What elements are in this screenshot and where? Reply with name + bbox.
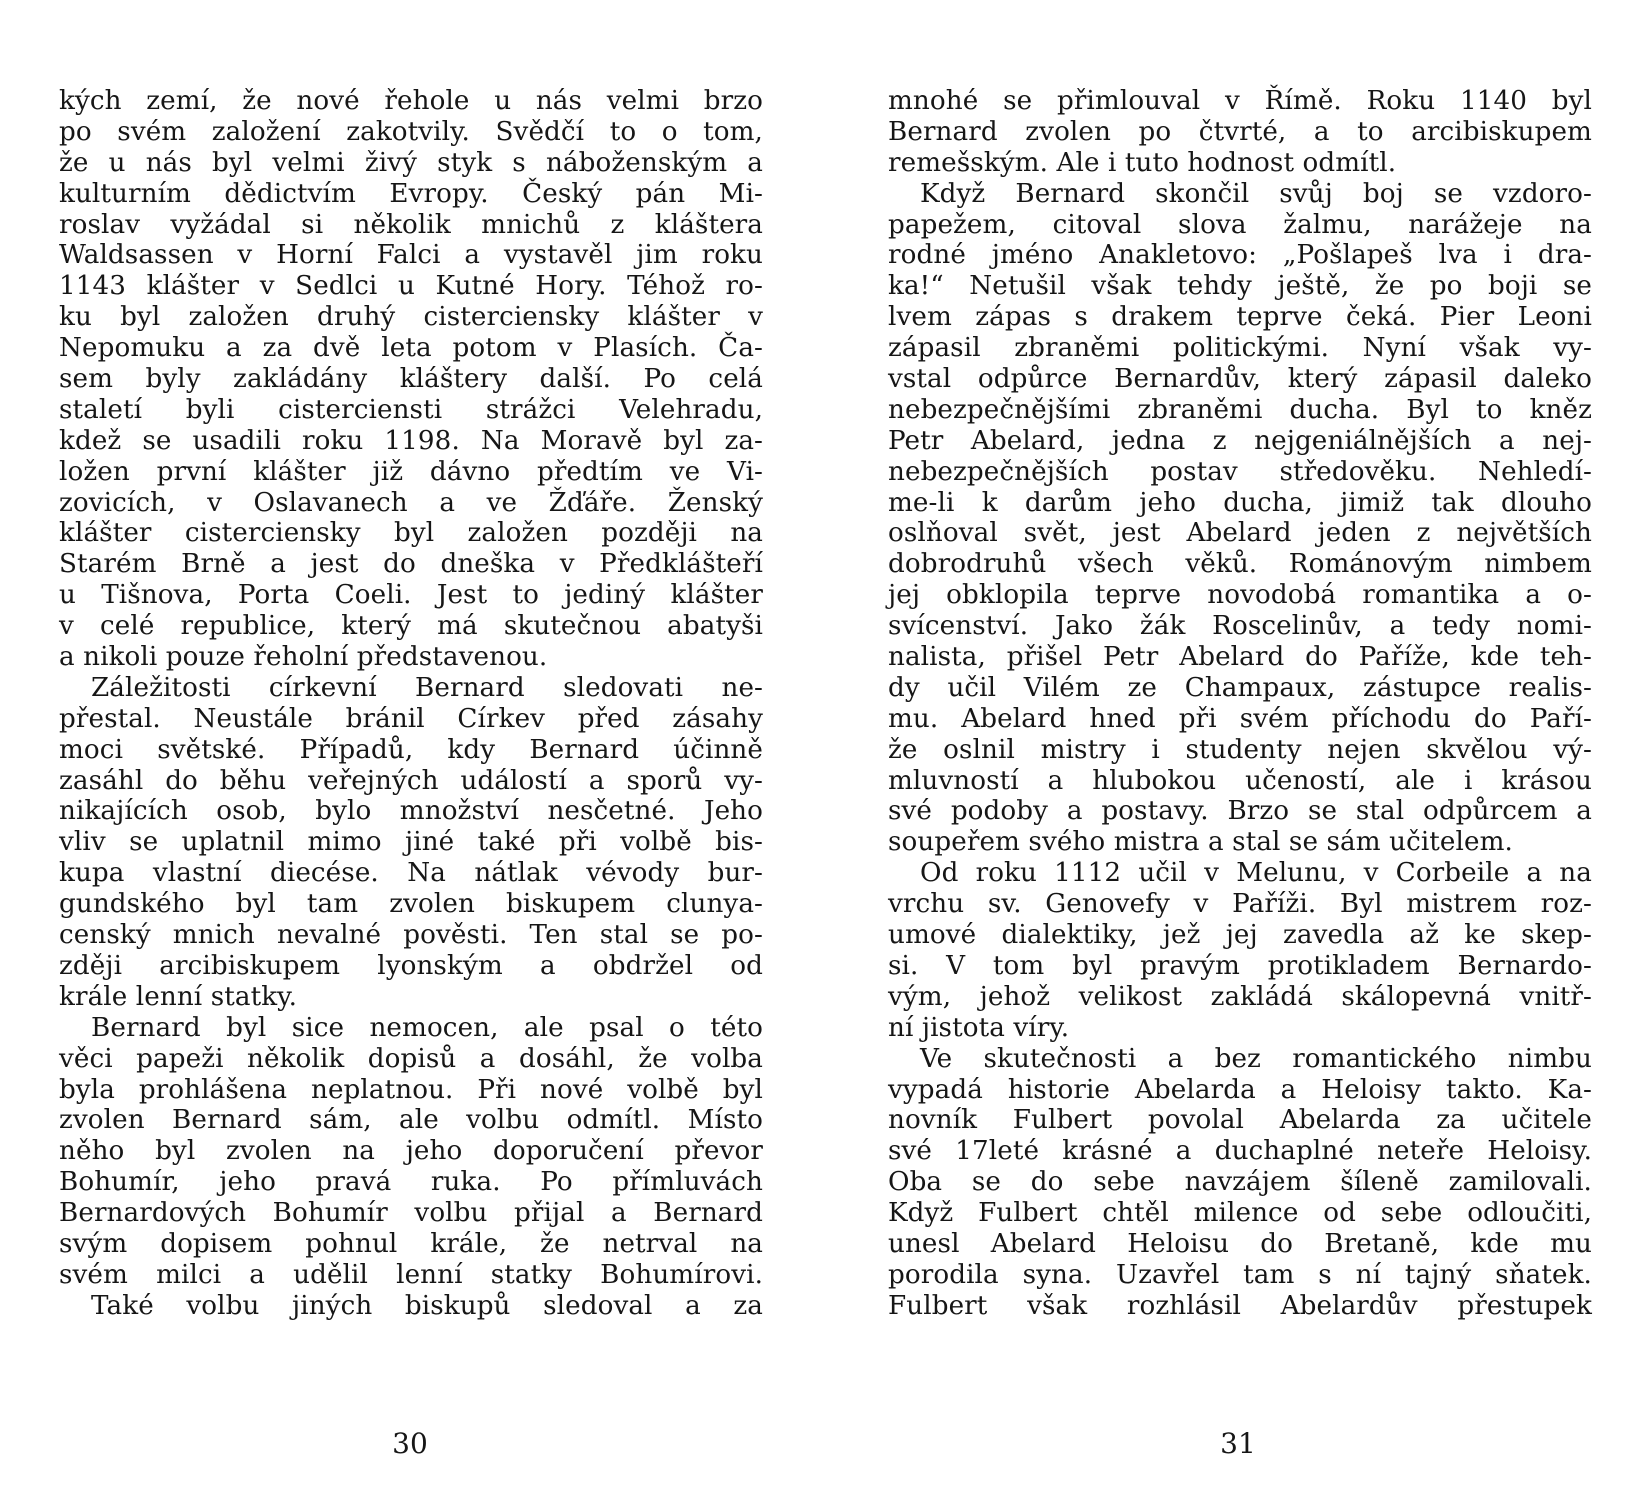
text-line: mluvností a hlubokou učeností, ale i krásou [888,765,1592,796]
text-line: svícenství. Jako žák Roscelinův, a tedy nomi- [888,611,1592,642]
text-line: v celé republice, který má skutečnou abatyši [59,611,763,642]
text-line: Také volbu jiných biskupů sledoval a za [91,1290,763,1321]
text-line: zápasil zbraněmi politickými. Nyní však vy- [888,333,1592,364]
left-page [59,86,763,1322]
text-line: ložen první klášter již dávno předtím ve Vi- [59,456,763,487]
text-line: své 17leté krásné a duchaplné neteře Heloisy. [888,1136,1592,1167]
text-line: unesl Abelard Heloisu do Bretaně, kde mu [888,1228,1592,1259]
text-line: Když Fulbert chtěl milence od sebe odloučiti, [888,1198,1592,1229]
text-line: gundského byl tam zvolen biskupem clunya- [59,889,763,920]
left-page-number: 30 [392,1427,428,1460]
text-line: Bernardových Bohumír volbu přijal a Bernard [59,1198,763,1229]
text-line: rodné jméno Anakletovo: „Pošlapeš lva i dra- [888,240,1592,271]
text-line: vrchu sv. Genovefy v Paříži. Byl mistrem roz- [888,889,1592,920]
text-line: staletí byli cisterciensti strážci Velehradu, [59,394,763,425]
text-line: zvolen Bernard sám, ale volbu odmítl. Místo [59,1105,763,1136]
text-line: svém milci a udělil lenní statky Bohumírovi. [59,1259,763,1290]
text-line: moci světské. Případů, kdy Bernard účinně [59,734,763,765]
text-line: porodila syna. Uzavřel tam s ní tajný sňatek. [888,1259,1592,1290]
text-line: Bernard byl sice nemocen, ale psal o této [91,1012,763,1043]
text-line: Petr Abelard, jedna z nejgeniálnějších a nej- [888,425,1592,456]
text-line: Waldsassen v Horní Falci a vystavěl jim roku [59,240,763,271]
text-line: nikajících osob, bylo množství nesčetné. Jeho [59,796,763,827]
text-line: oslňoval svět, jest Abelard jeden z největších [888,518,1592,549]
text-line: zasáhl do běhu veřejných událostí a sporů vy- [59,765,763,796]
right-page-text [888,86,1592,1322]
text-line: mnohé se přimlouval v Římě. Roku 1140 byl [888,86,1592,116]
text-line: umové dialektiky, jež jej zavedla až ke skep- [888,920,1592,951]
text-line: censký mnich nevalné pověsti. Ten stal se po- [59,920,763,951]
text-line: klášter cisterciensky byl založen později na [59,518,763,549]
text-line: si. V tom byl pravým protikladem Bernardo- [888,950,1592,981]
text-line: něho byl zvolen na jeho doporučení převor [59,1136,763,1167]
text-line: že u nás byl velmi živý styk s náboženským a [59,147,763,178]
text-line: Od roku 1112 učil v Melunu, v Corbeile a na [920,858,1592,889]
text-line: vstal odpůrce Bernardův, který zápasil daleko [888,364,1592,395]
text-line: přestal. Neustále bránil Církev před zásahy [59,703,763,734]
text-line: dobrodruhů všech věků. Románovým nimbem [888,549,1592,580]
text-line: Oba se do sebe navzájem šíleně zamilovali. [888,1167,1592,1198]
text-line: mu. Abelard hned při svém příchodu do Paří- [888,703,1592,734]
text-line: Bernard zvolen po čtvrté, a to arcibiskupem [888,116,1592,147]
text-line: remešským. Ale i tuto hodnost odmítl. [888,147,1397,178]
text-line: Ve skutečnosti a bez romantického nimbu [920,1043,1592,1074]
text-line: Záležitosti církevní Bernard sledovati ne- [91,672,763,703]
text-line: po svém založení zakotvily. Svědčí to o tom, [59,116,763,147]
text-line: Nepomuku a za dvě leta potom v Plasích. Ča- [59,333,763,364]
text-line: soupeřem svého mistra a stal se sám učitelem. [888,827,1513,858]
text-line: Fulbert však rozhlásil Abelardův přestupek [888,1290,1592,1321]
text-line: ka!“ Netušil však tehdy ještě, že po boji se [888,271,1592,302]
text-line: kulturním dědictvím Evropy. Český pán Mi- [59,178,763,209]
text-line: vým, jehož velikost zakládá skálopevná vnitř- [888,981,1592,1012]
text-line: že oslnil mistry i studenty nejen skvělou vý- [888,734,1592,765]
text-line: lvem zápas s drakem teprve čeká. Pier Leoni [888,302,1592,333]
text-line: u Tišnova, Porta Coeli. Jest to jediný klášter [59,580,763,611]
text-line: kých zemí, že nové řehole u nás velmi brzo [59,86,763,116]
text-line: Starém Brně a jest do dneška v Předklášteří [59,549,763,580]
text-line: sem byly zakládány kláštery další. Po celá [59,364,763,395]
text-line: nalista, přišel Petr Abelard do Paříže, kde teh- [888,642,1592,673]
text-line: svým dopisem pohnul krále, že netrval na [59,1228,763,1259]
text-line: novník Fulbert povolal Abelarda za učitele [888,1105,1592,1136]
text-line: vypadá historie Abelarda a Heloisy takto. Ka- [888,1074,1592,1105]
text-line: kdež se usadili roku 1198. Na Moravě byl za- [59,425,763,456]
right-page [888,86,1592,1322]
text-line: nebezpečnějších postav středověku. Nehledí- [888,456,1592,487]
left-page-text [59,86,763,1322]
text-line: a nikoli pouze řeholní představenou. [59,642,548,673]
right-page-number: 31 [1220,1427,1256,1460]
text-line: věci papeži několik dopisů a dosáhl, že volba [59,1043,763,1074]
text-line: byla prohlášena neplatnou. Při nové volbě byl [59,1074,763,1105]
text-line: 1143 klášter v Sedlci u Kutné Hory. Téhož ro- [59,271,763,302]
text-line: me-li k darům jeho ducha, jimiž tak dlouho [888,487,1592,518]
text-line: kupa vlastní diecése. Na nátlak vévody bur- [59,858,763,889]
text-line: vliv se uplatnil mimo jiné také při volbě bis- [59,827,763,858]
text-line: papežem, citoval slova žalmu, narážeje na [888,209,1592,240]
text-line: Bohumír, jeho pravá ruka. Po přímluvách [59,1167,763,1198]
text-line: Když Bernard skončil svůj boj se vzdoro- [920,178,1592,209]
text-line: ní jistota víry. [888,1012,1070,1043]
text-line: ku byl založen druhý cisterciensky klášter v [59,302,763,333]
text-line: roslav vyžádal si několik mnichů z kláštera [59,209,763,240]
text-line: krále lenní statky. [59,981,298,1012]
text-line: nebezpečnějšími zbraněmi ducha. Byl to kněz [888,394,1592,425]
text-line: dy učil Vilém ze Champaux, zástupce realis- [888,672,1592,703]
text-line: zději arcibiskupem lyonským a obdržel od [59,950,763,981]
text-line: zovicích, v Oslavanech a ve Žďáře. Ženský [59,487,763,518]
text-line: jej obklopila teprve novodobá romantika a o- [888,580,1592,611]
text-line: své podoby a postavy. Brzo se stal odpůrcem a [888,796,1592,827]
